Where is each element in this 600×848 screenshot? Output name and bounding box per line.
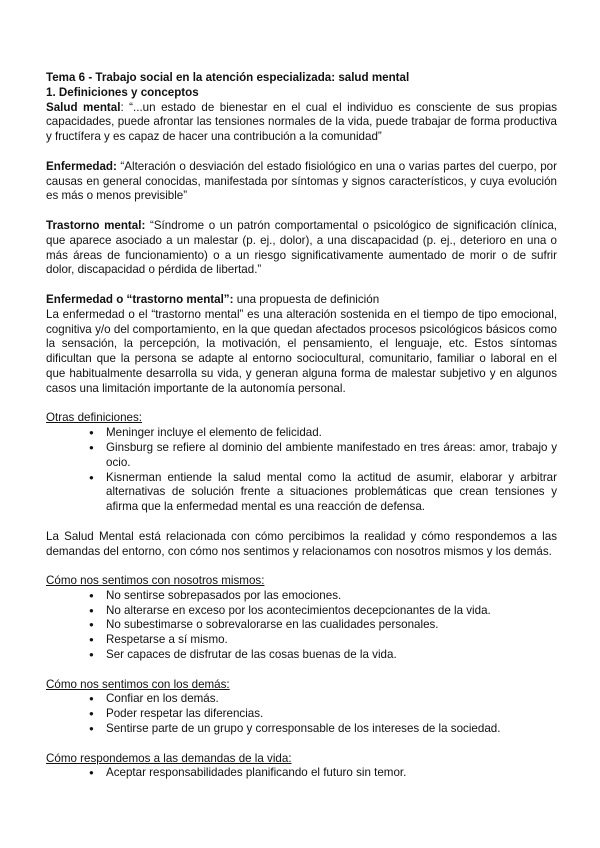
los-demas-heading: Cómo nos sentimos con los demás: (46, 677, 230, 691)
otras-definiciones-heading: Otras definiciones: (46, 411, 143, 425)
term-trastorno-mental: Trastorno mental: (46, 218, 146, 232)
definition-trastorno-mental (46, 219, 557, 278)
term-enfermedad: Enfermedad: (46, 159, 117, 173)
spacer (46, 397, 557, 412)
term-propuesta: Enfermedad o “trastorno mental”: (46, 292, 234, 306)
spacer (46, 515, 557, 530)
spacer (46, 145, 557, 160)
list-item: ● Respetarse a sí mismo. (106, 633, 557, 648)
spacer (46, 559, 557, 574)
text-trastorno-mental: “Síndrome o un patrón comportamental o psicológico de significación clínica, que aparece asociado a un malestar (p. ej., dolor), a una discapacidad (p. ej., deterioro en una o más áreas de funcionamiento) o a un riesgo significativamente aumentado de morir o de sufrir dolor, discapacidad o pérdida de libertad.” (46, 218, 557, 277)
nosotros-mismos-heading: Cómo nos sentimos con nosotros mismos: (46, 574, 265, 588)
spacer (46, 737, 557, 752)
list-item: ● No sentirse sobrepasados por las emociones. (106, 589, 557, 604)
list-item: ● Ginsburg se refiere al dominio del ambiente manifestado en tres áreas: amor, trabajo y ocio. (106, 441, 557, 471)
propuesta-text: La enfermedad o el “trastorno mental” es una alteración sostenida en el tiempo de tipo emocional, cognitiva y/o del comportamiento, en la que quedan afectados procesos psicológicos básicos como la sensación, la percepción, la motivación, el pensamiento, el lenguaje, etc. Estos síntomas dificultan que la persona se adapte al entorno sociocultural, comunitario, familiar o laboral en el que habitualmente desarrolla su vida, y generan alguna forma de malestar subjetivo y en algunos casos una limitación importante de la autonomía personal. (46, 307, 557, 395)
list-item: ● Sentirse parte de un grupo y corresponsable de los intereses de la sociedad. (106, 722, 557, 737)
definition-salud-mental (46, 101, 557, 145)
term-salud-mental: Salud mental (46, 100, 121, 114)
list-item: ● Confiar en los demás. (106, 692, 557, 707)
propuesta-subtitle: una propuesta de definición (233, 292, 380, 306)
section-heading: 1. Definiciones y conceptos (46, 85, 199, 99)
propuesta-heading (46, 293, 557, 308)
spacer (46, 204, 557, 219)
otras-definiciones-list (46, 426, 557, 515)
los-demas-list (46, 692, 557, 736)
list-item: ● Ser capaces de disfrutar de las cosas buenas de la vida. (106, 648, 557, 663)
list-item: ● Poder respetar las diferencias. (106, 707, 557, 722)
text-enfermedad: “Alteración o desviación del estado fisiológico en una o varias partes del cuerpo, por causas en general conocidas, manifestada por síntomas y signos característicos, y cuya evolución es más o menos previsible” (46, 159, 557, 203)
text-salud-mental: : “...un estado de bienestar en el cual el individuo es consciente de sus propias capacidades, puede afrontar las tensiones normales de la vida, puede trabajar de forma productiva y fructífera y es capaz de hacer una contribución a la comunidad” (46, 100, 558, 144)
demandas-heading: Cómo respondemos a las demandas de la vida: (46, 751, 292, 765)
list-item: ● Meninger incluye el elemento de felicidad. (106, 426, 557, 441)
list-item: ● Kisnerman entiende la salud mental como la actitud de asumir, elaborar y arbitrar alternativas de solución frente a situaciones problemáticas que crean tensiones y afirma que la enfermedad mental es una reacción de defensa. (106, 471, 557, 515)
list-item: ● No subestimarse o sobrevalorarse en las cualidades personales. (106, 618, 557, 633)
document-title: Tema 6 - Trabajo social en la atención especializada: salud mental (46, 71, 410, 84)
spacer (46, 663, 557, 678)
nosotros-mismos-list (46, 589, 557, 663)
relacion-paragraph: La Salud Mental está relacionada con cómo percibimos la realidad y cómo respondemos a las demandas del entorno, con cómo nos sentimos y relacionamos con nosotros mismos y los demás. (46, 529, 557, 558)
demandas-list (46, 766, 557, 781)
list-item: ● No alterarse en exceso por los acontecimientos decepcionantes de la vida. (106, 604, 557, 619)
list-item: ● Aceptar responsabilidades planificando el futuro sin temor. (106, 766, 557, 781)
definition-enfermedad (46, 160, 557, 204)
spacer (46, 278, 557, 293)
